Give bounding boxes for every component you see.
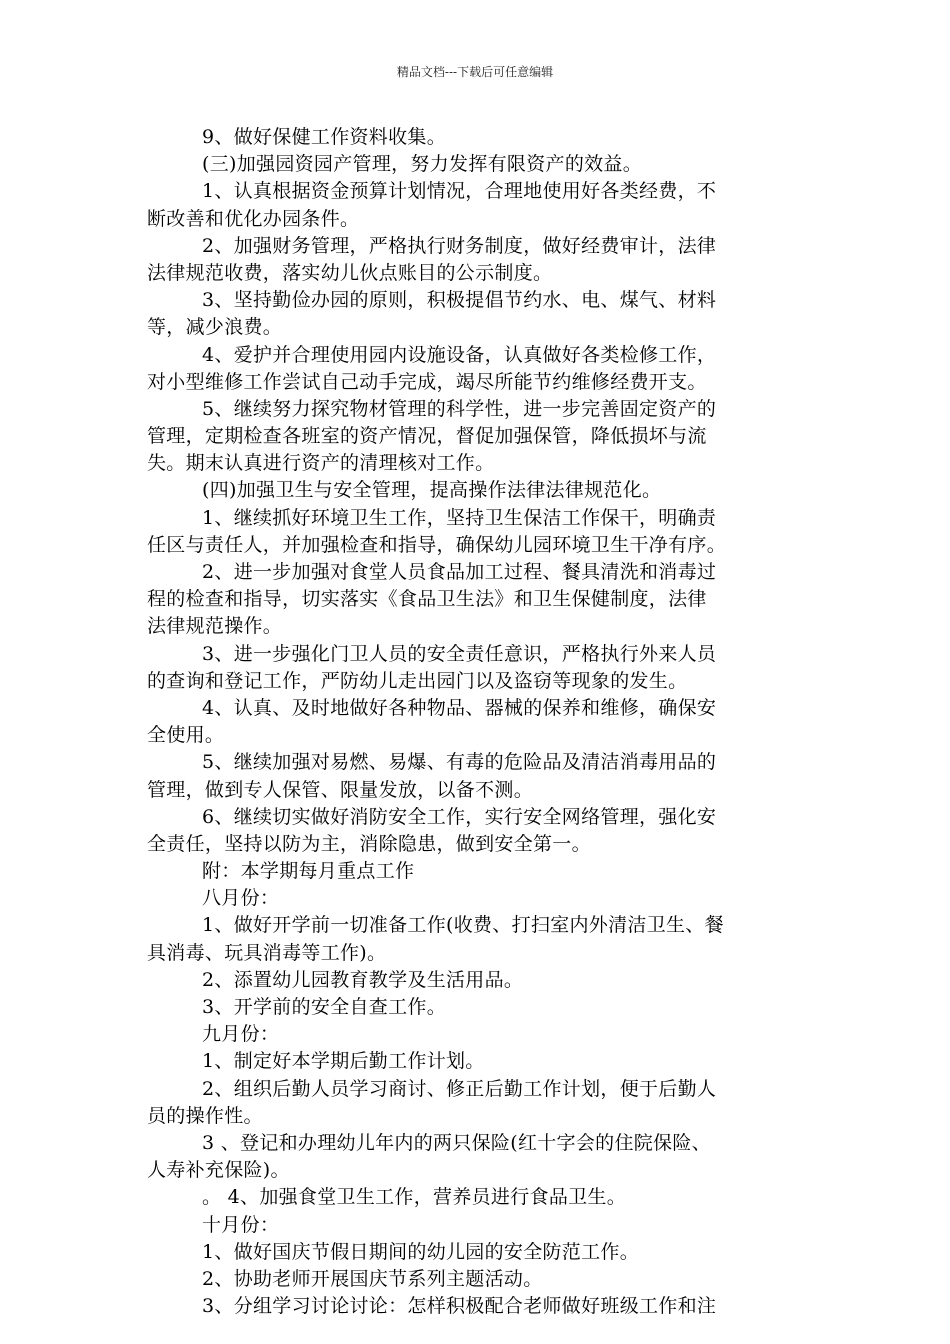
text-line: 法律规范收费，落实幼儿伙点账目的公示制度。 — [147, 261, 553, 284]
text-line: 5、继续努力探究物材管理的科学性，进一步完善固定资产的 — [202, 397, 717, 420]
text-line: 6、继续切实做好消防安全工作，实行安全网络管理，强化安 — [202, 805, 717, 828]
text-line: 2、加强财务管理，严格执行财务制度，做好经费审计，法律 — [202, 234, 717, 257]
text-line: 5、继续加强对易燃、易爆、有毒的危险品及清洁消毒用品的 — [202, 751, 717, 774]
text-line: 9、做好保健工作资料收集。 — [202, 126, 446, 148]
text-line: 。 4、加强食堂卫生工作，营养员进行食品卫生。 — [202, 1186, 627, 1209]
text-line: 4、爱护并合理使用园内设施设备，认真做好各类检修工作， — [202, 343, 717, 366]
text-line: 九月份： — [202, 1023, 280, 1046]
text-line: 2、组织后勤人员学习商讨、修正后勤工作计划，便于后勤人 — [202, 1077, 717, 1100]
text-line: 断改善和优化办园条件。 — [147, 207, 360, 230]
text-line: 八月份： — [202, 887, 280, 910]
text-line: 全使用。 — [147, 724, 225, 747]
text-line: 管理，做到专人保管、限量发放，以备不测。 — [147, 778, 534, 801]
text-line: 1、做好开学前一切准备工作(收费、打扫室内外清洁卫生、餐 — [202, 914, 724, 937]
document-body — [147, 124, 807, 1320]
text-line: 管理，定期检查各班室的资产情况，督促加强保管，降低损坏与流 — [147, 425, 707, 448]
text-line: 附：本学期每月重点工作 — [202, 860, 415, 883]
text-line: 具消毒、玩具消毒等工作)。 — [147, 941, 387, 964]
text-line: 1、认真根据资金预算计划情况，合理地使用好各类经费，不 — [202, 180, 717, 203]
text-line: 4、认真、及时地做好各种物品、器械的保养和维修，确保安 — [202, 696, 717, 719]
text-line: 2、进一步加强对食堂人员食品加工过程、餐具清洗和消毒过 — [202, 561, 717, 583]
text-line: 2、协助老师开展国庆节系列主题活动。 — [202, 1267, 543, 1290]
text-line: 3 、登记和办理幼儿年内的两只保险(红十字会的住院保险、 — [202, 1131, 711, 1154]
page-header: 精品文档---下载后可任意编辑 — [396, 65, 554, 79]
text-line: 程的检查和指导，切实落实《食品卫生法》和卫生保健制度，法律 — [147, 588, 707, 611]
text-line: 3、进一步强化门卫人员的安全责任意识，严格执行外来人员 — [202, 642, 717, 665]
text-line: 十月份： — [202, 1213, 280, 1236]
text-line: 的查询和登记工作，严防幼儿走出园门以及盗窃等现象的发生。 — [147, 669, 688, 692]
text-line: 3、坚持勤俭办园的原则，积极提倡节约水、电、煤气、材料 — [202, 289, 717, 312]
text-line: 失。期末认真进行资产的清理核对工作。 — [147, 452, 495, 475]
text-line: 全责任，坚持以防为主，消除隐患，做到安全第一。 — [147, 832, 591, 855]
text-line: 对小型维修工作尝试自己动手完成，竭尽所能节约维修经费开支。 — [147, 370, 707, 393]
text-line: 等，减少浪费。 — [147, 316, 283, 339]
text-line: 1、做好国庆节假日期间的幼儿园的安全防范工作。 — [202, 1240, 639, 1263]
text-line: 员的操作性。 — [147, 1104, 263, 1127]
text-line: 人寿补充保险)。 — [147, 1159, 290, 1182]
text-line: 3、分组学习讨论讨论：怎样积极配合老师做好班级工作和注 — [202, 1295, 717, 1318]
text-line: (四)加强卫生与安全管理，提高操作法律法律规范化。 — [202, 479, 662, 502]
text-line: 1、制定好本学期后勤工作计划。 — [202, 1050, 485, 1073]
text-line: 任区与责任人，并加强检查和指导，确保幼儿园环境卫生干净有序。 — [147, 533, 727, 556]
text-line: 2、添置幼儿园教育教学及生活用品。 — [202, 968, 524, 991]
text-line: (三)加强园资园产管理，努力发挥有限资产的效益。 — [202, 153, 643, 176]
text-line: 法律规范操作。 — [147, 615, 283, 638]
text-line: 3、开学前的安全自查工作。 — [202, 996, 446, 1018]
text-line: 1、继续抓好环境卫生工作，坚持卫生保洁工作保干，明确责 — [202, 506, 717, 529]
